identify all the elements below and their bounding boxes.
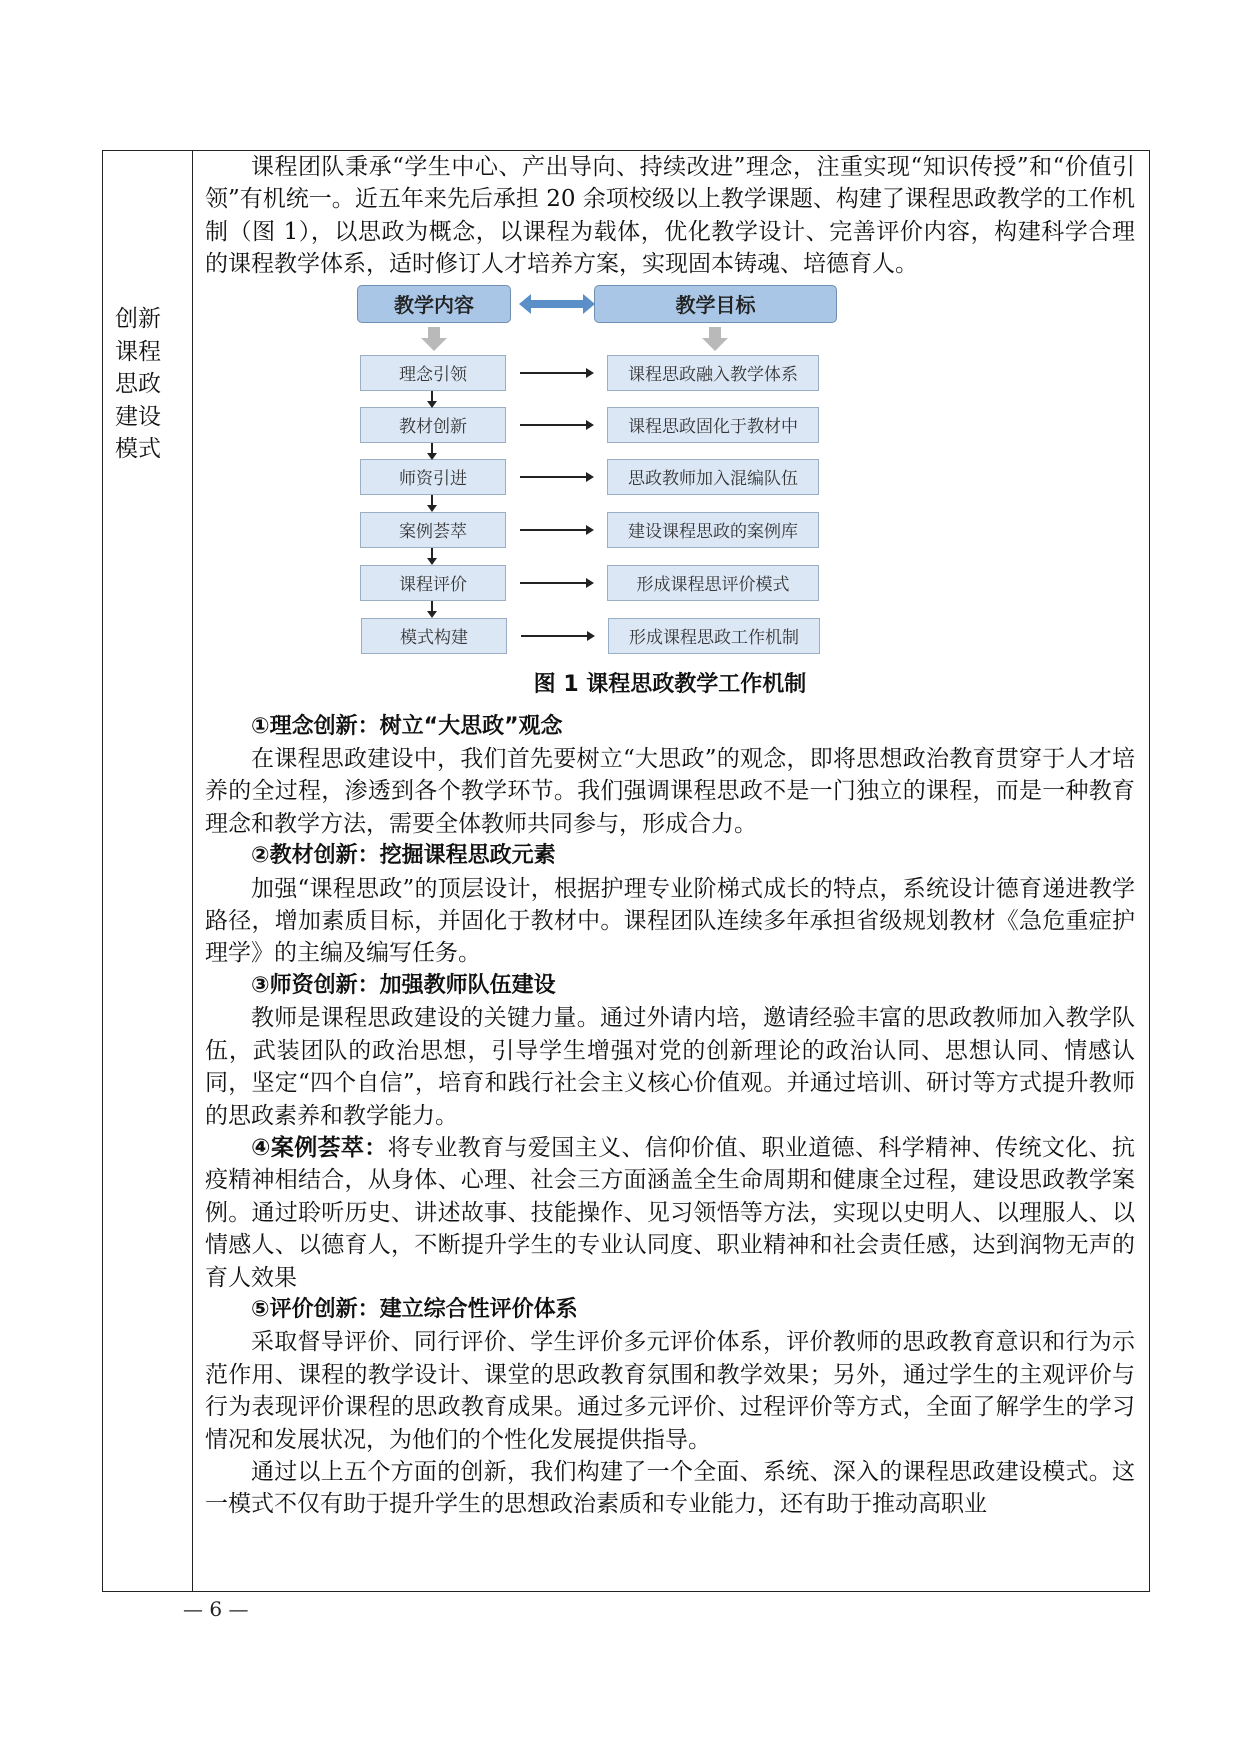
row-label: 创新课程思政建设模式 <box>115 306 161 462</box>
section-heading: ①理念创新：树立“大思政”观念 <box>251 713 563 739</box>
right-arrow-icon <box>520 476 592 478</box>
right-item-box: 形成课程思政工作机制 <box>608 618 820 654</box>
left-item-box: 师资引进 <box>360 459 506 495</box>
left-item-box: 模式构建 <box>361 618 507 654</box>
down-arrow-icon <box>431 548 433 561</box>
right-item-box: 课程思政融入教学体系 <box>607 355 819 391</box>
intro-paragraph: 课程团队秉承“学生中心、产出导向、持续改进”理念，注重实现“知识传授”和“价值引领”有机统一。近五年来先后承担 20 余项校级以上教学课题、构建了课程思政教学的工作机制（图 1），以思政为概念，以课程为载体，优化教学设计、完善评价内容，构建科学合理的课程教学体系，适时修订人才培养方案，实现固本铸魂、培德育人。 <box>205 154 1135 278</box>
content-cell <box>205 151 1135 1521</box>
content-table <box>102 150 1150 1592</box>
left-header-box: 教学内容 <box>357 285 511 323</box>
right-arrow-icon <box>520 424 592 426</box>
gray-down-arrow-left-head <box>421 338 447 351</box>
left-item-box: 课程评价 <box>360 565 506 601</box>
left-item-box: 理念引领 <box>360 355 506 391</box>
down-arrow-icon <box>431 495 433 508</box>
right-arrow-icon <box>521 635 593 637</box>
column-divider <box>192 151 193 1591</box>
section-heading: ③师资创新：加强教师队伍建设 <box>251 972 556 998</box>
section-body: 加强“课程思政”的顶层设计，根据护理专业阶梯式成长的特点，系统设计德育递进教学路径，增加素质目标，并固化于教材中。课程团队连续多年承担省级规划教材《急危重症护理学》的主编及编写任务。 <box>205 875 1135 967</box>
case-section <box>205 1132 1135 1294</box>
section-heading: ②教材创新：挖掘课程思政元素 <box>251 843 556 869</box>
right-arrow-icon <box>520 582 592 584</box>
down-arrow-icon <box>431 601 433 614</box>
section-body: 在课程思政建设中，我们首先要树立“大思政”的观念，即将思想政治教育贯穿于人才培养的全过程，渗透到各个教学环节。我们强调课程思政不是一门独立的课程，而是一种教育理念和教学方法，需要全体教师共同参与，形成合力。 <box>205 746 1135 837</box>
right-item-box: 建设课程思政的案例库 <box>607 512 819 548</box>
double-arrow-icon <box>531 300 583 308</box>
flowchart-figure <box>205 281 1135 663</box>
right-item-box: 课程思政固化于教材中 <box>607 407 819 443</box>
case-section-lead: ④案例荟萃： <box>251 1134 388 1161</box>
down-arrow-icon <box>431 443 433 456</box>
left-item-box: 教材创新 <box>360 407 506 443</box>
page-number: — 6 — <box>183 1597 249 1621</box>
figure-caption: 图 1 课程思政教学工作机制 <box>533 671 807 697</box>
right-arrow-icon <box>520 372 592 374</box>
right-item-box: 思政教师加入混编队伍 <box>607 459 819 495</box>
right-arrow-icon <box>520 529 592 531</box>
case-section-body: 将专业教育与爱国主义、信仰价值、职业道德、科学精神、传统文化、抗疫精神相结合，从身体、心理、社会三方面涵盖全生命周期和健康全过程，建设思政教学案例。通过聆听历史、讲述故事、技能操作、见习领悟等方法，实现以史明人、以理服人、以情感人、以德育人，不断提升学生的专业认同度、职业精神和社会责任感，达到润物无声的育人效果 <box>205 1134 1135 1291</box>
section-heading: ⑤评价创新：建立综合性评价体系 <box>251 1296 578 1322</box>
conclusion-paragraph: 通过以上五个方面的创新，我们构建了一个全面、系统、深入的课程思政建设模式。这一模式不仅有助于提升学生的思想政治素质和专业能力，还有助于推动高职业 <box>205 1458 1135 1518</box>
section-body: 教师是课程思政建设的关键力量。通过外请内培，邀请经验丰富的思政教师加入教学队伍，武装团队的政治思想，引导学生增强对党的创新理论的政治认同、思想认同、情感认同，坚定“四个自信”，培育和践行社会主义核心价值观。并通过培训、研讨等方式提升教师的思政素养和教学能力。 <box>205 1005 1135 1129</box>
left-item-box: 案例荟萃 <box>360 512 506 548</box>
down-arrow-icon <box>431 391 433 404</box>
right-header-box: 教学目标 <box>594 285 837 323</box>
section-body: 采取督导评价、同行评价、学生评价多元评价体系，评价教师的思政教育意识和行为示范作用、课程的教学设计、课堂的思政教育氛围和教学效果；另外，通过学生的主观评价与行为表现评价课程的思政教育成果。通过多元评价、过程评价等方式，全面了解学生的学习情况和发展状况，为他们的个性化发展提供指导。 <box>205 1329 1135 1453</box>
right-item-box: 形成课程思评价模式 <box>607 565 819 601</box>
gray-down-arrow-right-head <box>702 338 728 351</box>
